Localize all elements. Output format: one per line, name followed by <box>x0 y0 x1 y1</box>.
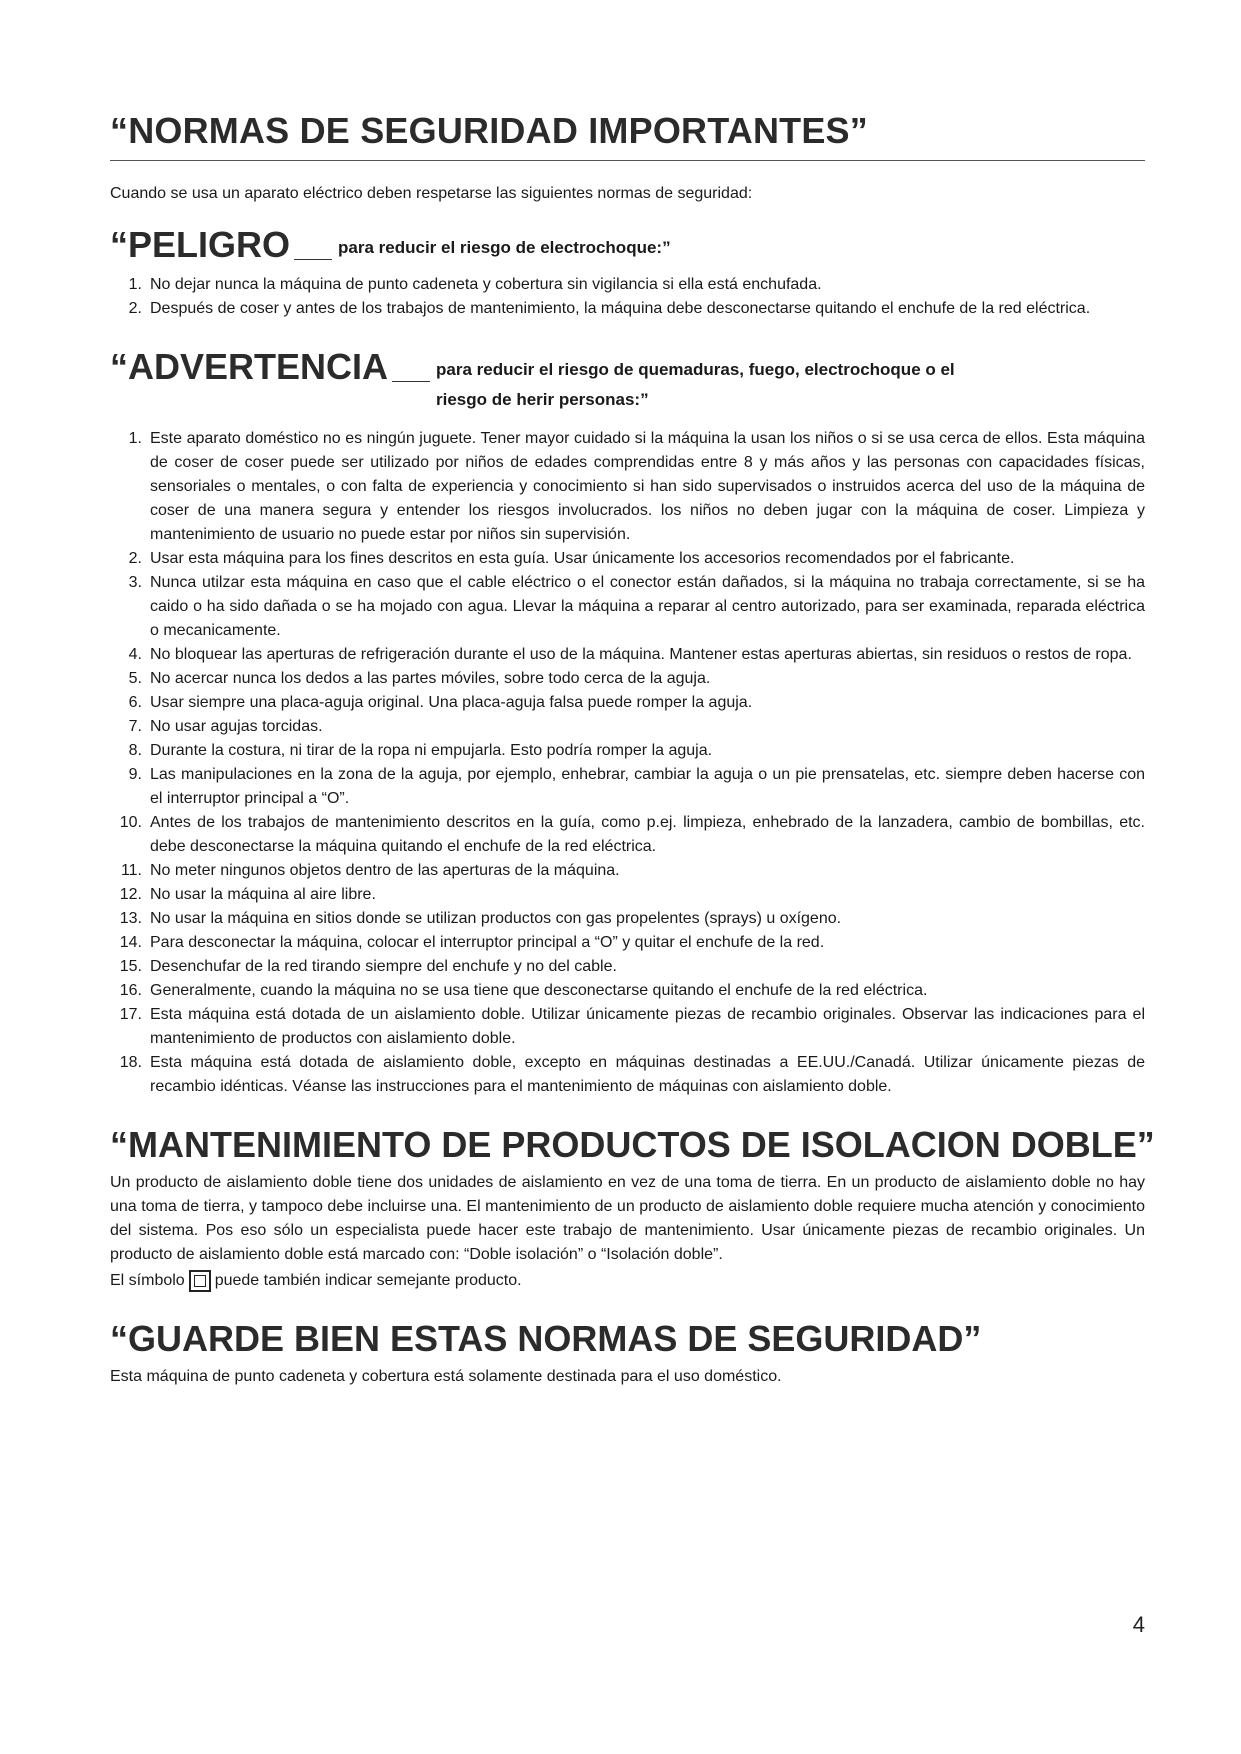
list-item-number: 1. <box>128 276 142 293</box>
list-item-number: 7. <box>128 718 142 735</box>
list-item <box>110 667 1145 691</box>
list-item-text: Desenchufar de la red tirando siempre del enchufe y no del cable. <box>150 958 617 975</box>
manual-page <box>110 110 1155 1389</box>
list-item-number: 11. <box>120 862 142 879</box>
mantenimiento-heading <box>110 1124 1155 1165</box>
list-item <box>110 955 1145 979</box>
list-item-number: 2. <box>128 300 142 317</box>
list-item <box>110 715 1145 739</box>
list-item-text: Después de coser y antes de los trabajos de mantenimiento, la máquina debe desconectarse quitando el enchufe de la red eléctrica. <box>150 300 1091 317</box>
list-item <box>110 547 1145 571</box>
list-item-text: Nunca utilzar esta máquina en caso que el cable eléctrico o el conector están dañados, si la máquina no trabaja correctamente, si se ha caido o ha sido dañada o se ha mojado con agua. Llevar la máquina a reparar al centro autorizado, para ser examinada, reparada eléctrica o mecanicamente. <box>150 574 1145 639</box>
list-item <box>110 643 1145 667</box>
symbol-text-after: puede también indicar semejante producto. <box>214 1272 522 1289</box>
list-item-text: Esta máquina está dotada de un aislamiento doble. Utilizar únicamente piezas de recambio originales. Observar las indicaciones para el mantenimiento de productos con aislamiento doble. <box>150 1006 1145 1047</box>
peligro-heading <box>110 225 1145 265</box>
list-item-text: Antes de los trabajos de mantenimiento descritos en la guía, como p.ej. limpieza, enhebrado de la lanzadera, cambio de bombillas, etc. debe desconectarse la máquina quitando el enchufe de la red eléctrica. <box>150 814 1145 855</box>
symbol-line <box>110 1269 1145 1293</box>
page-title: “NORMAS DE SEGURIDAD IMPORTANTES” <box>110 110 1145 161</box>
list-item <box>110 883 1145 907</box>
list-item-number: 12. <box>119 886 142 903</box>
double-square-icon <box>189 1270 211 1292</box>
list-item-text: No usar agujas torcidas. <box>150 718 323 735</box>
list-item-number: 5. <box>128 670 142 687</box>
list-item <box>110 1051 1145 1099</box>
list-item-text: No bloquear las aperturas de refrigeración durante el uso de la máquina. Mantener estas aperturas abiertas, sin residuos o restos de ropa. <box>150 646 1132 663</box>
list-item-number: 17. <box>119 1006 142 1023</box>
advertencia-label: “ADVERTENCIA <box>110 346 389 387</box>
guarde-heading <box>110 1319 1145 1359</box>
symbol-text-before: El símbolo <box>110 1272 185 1289</box>
list-item-number: 14. <box>119 934 142 951</box>
list-item <box>110 273 1145 297</box>
mantenimiento-paragraph: Un producto de aislamiento doble tiene dos unidades de aislamiento en vez de una toma de tierra. En un producto de aislamiento doble no hay una toma de tierra, y tampoco debe incluirse una. El mantenimiento de un producto de aislamiento doble requiere mucha atención y conocimiento del sistema. Pos eso sólo un especialista puede hacer este trabajo de mantenimiento. Usar únicamente piezas de recambio originales. Un producto de aislamiento doble está marcado con: “Doble isolación” o “Isolación doble”. <box>110 1174 1145 1263</box>
list-item-text: No dejar nunca la máquina de punto cadeneta y cobertura sin vigilancia si ella está enchufada. <box>150 276 822 293</box>
list-item-text: Durante la costura, ni tirar de la ropa ni empujarla. Esto podría romper la aguja. <box>150 742 713 759</box>
page-number: 4 <box>1132 1612 1145 1637</box>
list-item-number: 2. <box>128 550 142 567</box>
list-item-text: Este aparato doméstico no es ningún juguete. Tener mayor cuidado si la máquina la usan los niños o si se usa cerca de ellos. Esta máquina de coser de coser puede ser utilizado por niños de edades comprendidas entre 8 y más años y las personas con capacidades físicas, sensoriales o mentales, o con falta de experiencia y conocimiento si han sido supervisados o instruidos acerca del uso de la máquina de coser de una manera segura y entender los riesgos involucrados. los niños no deben jugar con la máquina de coser. Limpieza y mantenimiento de usuario no puede estar por niños sin supervisión. <box>150 430 1145 543</box>
list-item-number: 9. <box>128 766 142 783</box>
list-item <box>110 1003 1145 1051</box>
list-item <box>110 811 1145 859</box>
guarde-paragraph: Esta máquina de punto cadeneta y cobertura está solamente destinada para el uso doméstico. <box>110 1368 782 1385</box>
list-item <box>110 427 1145 547</box>
list-item-number: 1. <box>128 430 142 447</box>
intro-text: Cuando se usa un aparato eléctrico deben respetarse las siguientes normas de seguridad: <box>110 185 753 202</box>
advertencia-subtitle <box>436 347 955 415</box>
list-item-text: No meter ningunos objetos dentro de las aperturas de la máquina. <box>150 862 620 879</box>
list-item-number: 3. <box>128 574 142 591</box>
heading-dash <box>392 347 430 382</box>
list-item-text: Para desconectar la máquina, colocar el interruptor principal a “O” y quitar el enchufe de la red. <box>150 934 825 951</box>
list-item <box>110 931 1145 955</box>
list-item-text: Generalmente, cuando la máquina no se usa tiene que desconectarse quitando el enchufe de la red eléctrica. <box>150 982 928 999</box>
mantenimiento-title: “MANTENIMIENTO DE PRODUCTOS DE ISOLACION DOBLE” <box>110 1124 1155 1165</box>
list-item-text: No usar la máquina al aire libre. <box>150 886 376 903</box>
list-item-text: No acercar nunca los dedos a las partes móviles, sobre todo cerca de la aguja. <box>150 670 711 687</box>
list-item-number: 16. <box>119 982 142 999</box>
list-item <box>110 763 1145 811</box>
advertencia-heading <box>110 347 1145 415</box>
list-item-text: No usar la máquina en sitios donde se utilizan productos con gas propelentes (sprays) u oxígeno. <box>150 910 842 927</box>
list-item-text: Usar esta máquina para los fines descritos en esta guía. Usar únicamente los accesorios recomendados por el fabricante. <box>150 550 1015 567</box>
list-item <box>110 979 1145 1003</box>
advertencia-subtitle-line2: riesgo de herir personas:” <box>436 390 649 409</box>
heading-dash <box>294 225 332 260</box>
list-item <box>110 907 1145 931</box>
list-item-number: 13. <box>119 910 142 927</box>
peligro-subtitle: para reducir el riesgo de electrochoque:” <box>338 238 671 257</box>
list-item <box>110 691 1145 715</box>
list-item <box>110 297 1145 321</box>
list-item-number: 8. <box>128 742 142 759</box>
guarde-title: “GUARDE BIEN ESTAS NORMAS DE SEGURIDAD” <box>110 1318 982 1359</box>
list-item-number: 18. <box>119 1054 142 1071</box>
list-item-number: 4. <box>128 646 142 663</box>
peligro-label: “PELIGRO <box>110 224 291 265</box>
list-item-text: Las manipulaciones en la zona de la aguja, por ejemplo, enhebrar, cambiar la aguja o un pie prensatelas, etc. siempre deben hacerse con el interruptor principal a “O”. <box>150 766 1145 807</box>
list-item-number: 15. <box>119 958 142 975</box>
list-item <box>110 739 1145 763</box>
list-item-text: Esta máquina está dotada de aislamiento doble, excepto en máquinas destinadas a EE.UU./Canadá. Utilizar únicamente piezas de recambio idénticas. Véanse las instrucciones para el mantenimiento de máquinas con aislamiento doble. <box>150 1054 1145 1095</box>
list-item-number: 6. <box>128 694 142 711</box>
list-item <box>110 571 1145 643</box>
list-item-number: 10. <box>119 814 142 831</box>
list-item-text: Usar siempre una placa-aguja original. Una placa-aguja falsa puede romper la aguja. <box>150 694 753 711</box>
peligro-list <box>110 273 1145 321</box>
advertencia-subtitle-line1: para reducir el riesgo de quemaduras, fuego, electrochoque o el <box>436 360 955 379</box>
advertencia-list <box>110 427 1145 1099</box>
list-item <box>110 859 1145 883</box>
